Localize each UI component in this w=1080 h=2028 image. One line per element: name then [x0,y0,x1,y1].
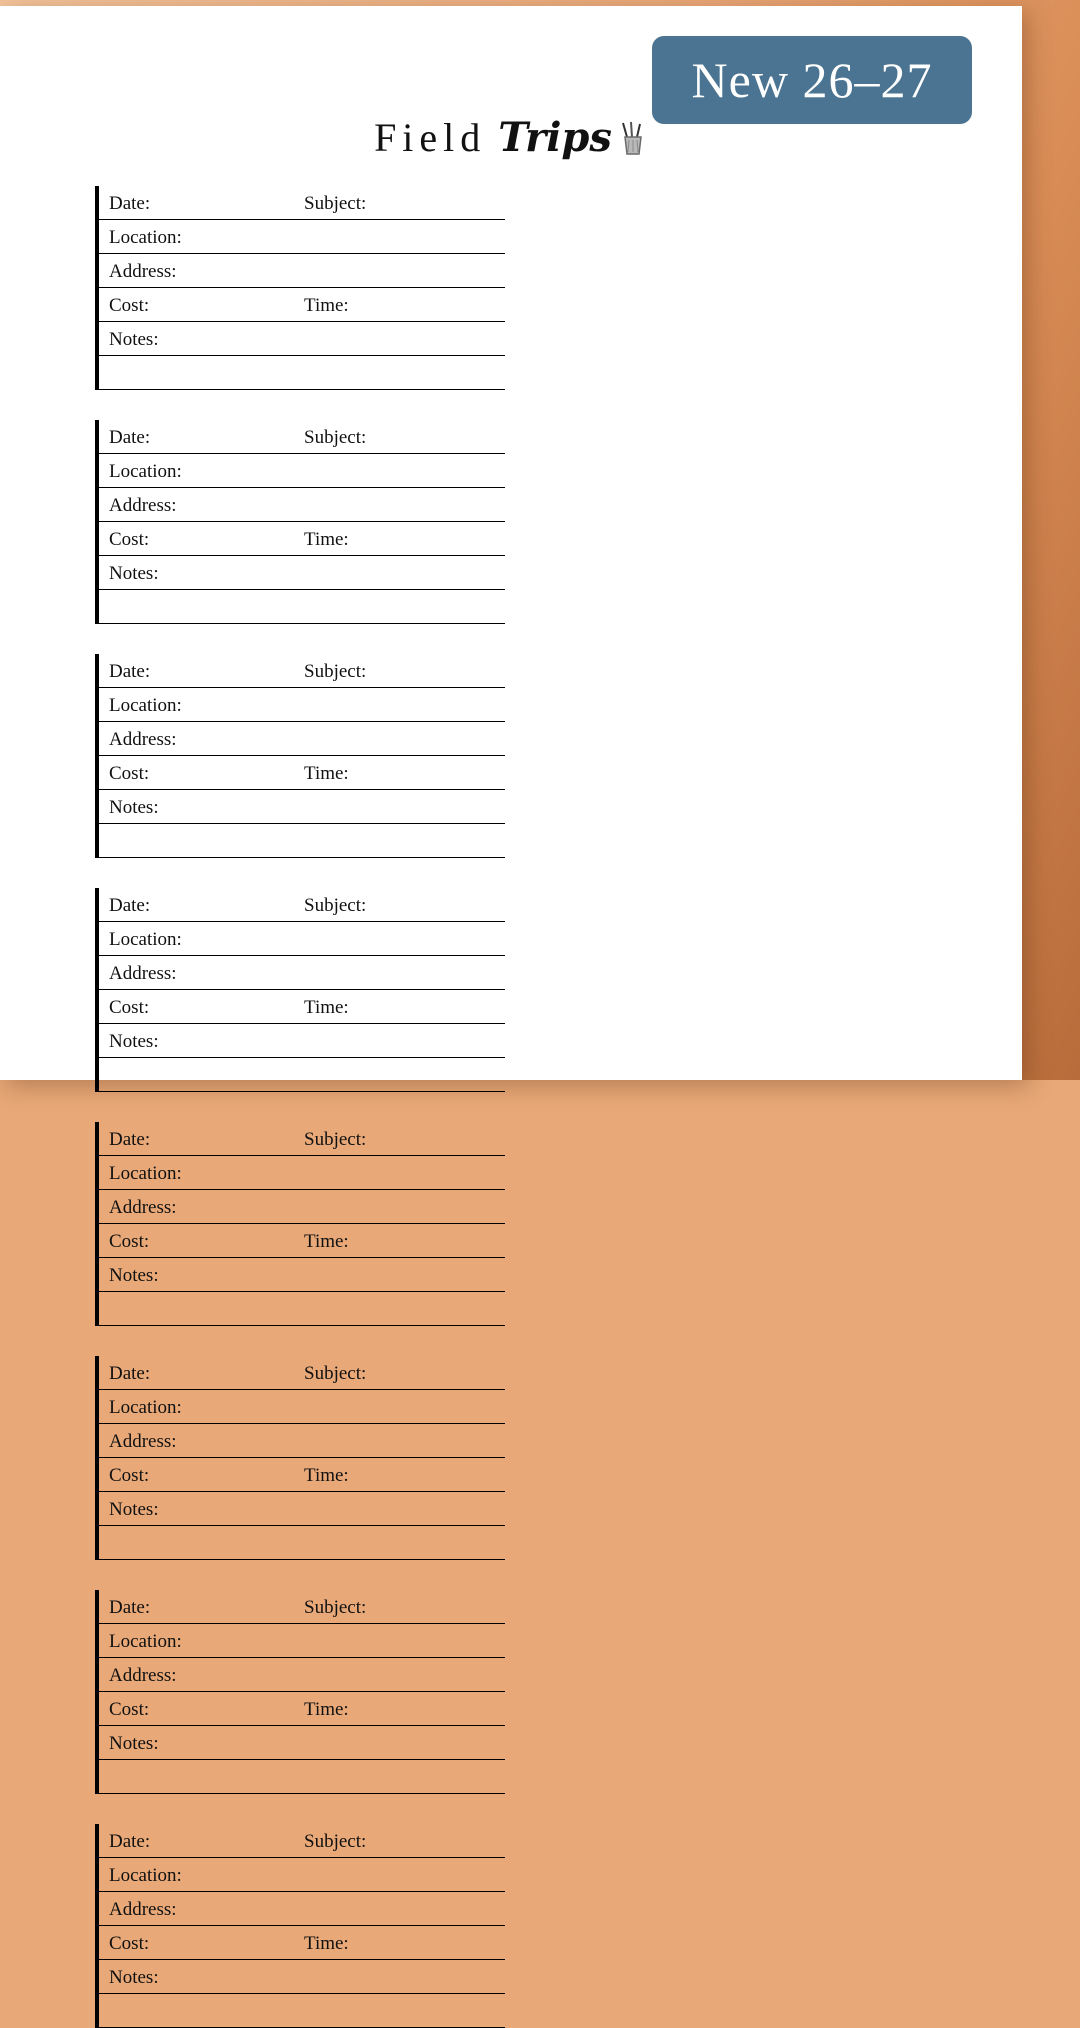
label-location: Location: [109,227,182,249]
row-date-subject[interactable] [99,1824,505,1858]
label-location: Location: [109,461,182,483]
label-cost: Cost: [109,295,149,317]
row-notes-blank[interactable] [99,1058,505,1092]
label-subject: Subject: [304,193,366,215]
label-location: Location: [109,1631,182,1653]
row-notes-blank[interactable] [99,590,505,624]
field-trip-card [95,888,505,1092]
label-time: Time: [304,997,349,1019]
label-address: Address: [109,261,177,283]
label-address: Address: [109,1431,177,1453]
label-date: Date: [109,193,150,215]
label-notes: Notes: [109,1265,159,1287]
field-trip-card [95,1122,505,1326]
field-trip-card [95,654,505,858]
row-address[interactable] [99,956,505,990]
row-address[interactable] [99,488,505,522]
row-address[interactable] [99,1892,505,1926]
row-address[interactable] [99,1424,505,1458]
label-time: Time: [304,763,349,785]
label-location: Location: [109,1397,182,1419]
row-location[interactable] [99,688,505,722]
row-cost-time[interactable] [99,1224,505,1258]
label-cost: Cost: [109,1465,149,1487]
row-date-subject[interactable] [99,1122,505,1156]
page-title-script: Trips [498,114,612,161]
row-notes-blank[interactable] [99,1292,505,1326]
label-subject: Subject: [304,661,366,683]
label-date: Date: [109,427,150,449]
label-subject: Subject: [304,1831,366,1853]
label-address: Address: [109,729,177,751]
label-location: Location: [109,1163,182,1185]
label-time: Time: [304,1231,349,1253]
label-subject: Subject: [304,1363,366,1385]
row-notes[interactable] [99,1492,505,1526]
label-location: Location: [109,695,182,717]
label-date: Date: [109,895,150,917]
field-trip-card [95,1824,505,2028]
label-date: Date: [109,1831,150,1853]
row-notes[interactable] [99,1726,505,1760]
row-notes[interactable] [99,322,505,356]
label-address: Address: [109,495,177,517]
row-address[interactable] [99,1658,505,1692]
badge-label: New 26–27 [692,51,933,109]
field-trip-card [95,1356,505,1560]
row-notes[interactable] [99,1024,505,1058]
row-location[interactable] [99,1156,505,1190]
row-notes[interactable] [99,1258,505,1292]
row-date-subject[interactable] [99,888,505,922]
row-cost-time[interactable] [99,1926,505,1960]
row-notes[interactable] [99,556,505,590]
new-year-badge [652,36,972,124]
label-cost: Cost: [109,763,149,785]
row-notes-blank[interactable] [99,1994,505,2028]
label-date: Date: [109,1597,150,1619]
printable-sheet [0,6,1022,1080]
label-cost: Cost: [109,1933,149,1955]
label-notes: Notes: [109,1031,159,1053]
label-date: Date: [109,1363,150,1385]
row-notes[interactable] [99,1960,505,1994]
row-cost-time[interactable] [99,990,505,1024]
label-time: Time: [304,1465,349,1487]
field-trip-card-grid [95,186,935,2028]
label-subject: Subject: [304,427,366,449]
field-trip-card [95,420,505,624]
row-cost-time[interactable] [99,1458,505,1492]
label-address: Address: [109,1899,177,1921]
row-date-subject[interactable] [99,1590,505,1624]
label-cost: Cost: [109,997,149,1019]
label-subject: Subject: [304,895,366,917]
label-notes: Notes: [109,563,159,585]
row-cost-time[interactable] [99,288,505,322]
label-notes: Notes: [109,329,159,351]
label-date: Date: [109,1129,150,1151]
row-notes-blank[interactable] [99,824,505,858]
row-location[interactable] [99,220,505,254]
page-title-main: Field [374,115,486,160]
label-time: Time: [304,1933,349,1955]
row-notes-blank[interactable] [99,1760,505,1794]
row-cost-time[interactable] [99,1692,505,1726]
row-cost-time[interactable] [99,522,505,556]
label-notes: Notes: [109,1499,159,1521]
row-address[interactable] [99,1190,505,1224]
row-date-subject[interactable] [99,654,505,688]
label-subject: Subject: [304,1597,366,1619]
row-notes-blank[interactable] [99,1526,505,1560]
row-cost-time[interactable] [99,756,505,790]
row-date-subject[interactable] [99,1356,505,1390]
label-location: Location: [109,1865,182,1887]
label-subject: Subject: [304,1129,366,1151]
row-address[interactable] [99,254,505,288]
row-date-subject[interactable] [99,420,505,454]
row-address[interactable] [99,722,505,756]
label-cost: Cost: [109,529,149,551]
label-time: Time: [304,1699,349,1721]
row-location[interactable] [99,454,505,488]
label-cost: Cost: [109,1231,149,1253]
label-time: Time: [304,295,349,317]
label-date: Date: [109,661,150,683]
row-location[interactable] [99,922,505,956]
label-notes: Notes: [109,1967,159,1989]
label-address: Address: [109,1197,177,1219]
row-date-subject[interactable] [99,186,505,220]
field-trip-card [95,1590,505,1794]
label-notes: Notes: [109,797,159,819]
label-time: Time: [304,529,349,551]
label-location: Location: [109,929,182,951]
row-notes[interactable] [99,790,505,824]
label-address: Address: [109,1665,177,1687]
row-notes-blank[interactable] [99,356,505,390]
pencil-cup-icon [618,121,648,162]
label-address: Address: [109,963,177,985]
row-location[interactable] [99,1624,505,1658]
label-notes: Notes: [109,1733,159,1755]
label-cost: Cost: [109,1699,149,1721]
field-trip-card [95,186,505,390]
row-location[interactable] [99,1858,505,1892]
row-location[interactable] [99,1390,505,1424]
